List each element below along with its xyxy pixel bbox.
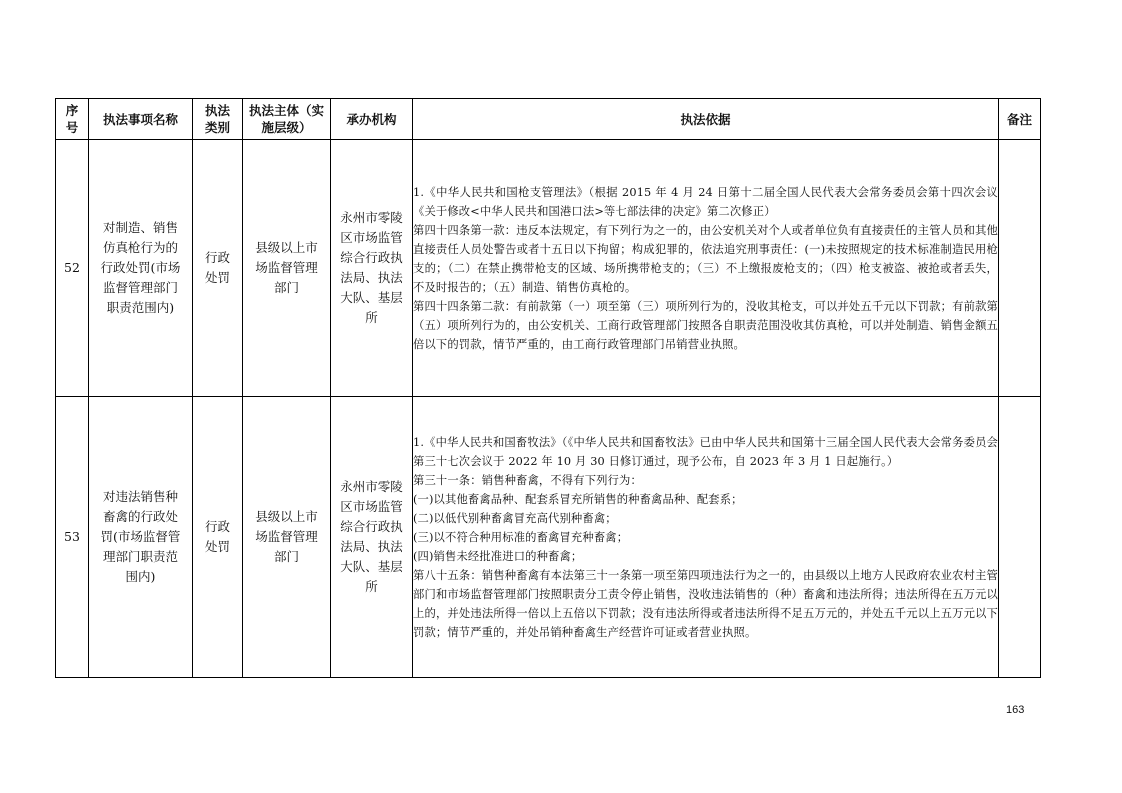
basis-paragraph: 1.《中华人民共和国枪支管理法》（根据 2015 年 4 月 24 日第十二届全国人民代表大会常务委员会第十四次会议《关于修改<中华人民共和国港口法>等七部法律的决定》第二次修正） — [413, 185, 998, 218]
header-remark: 备注 — [999, 99, 1041, 140]
basis-paragraph: 1.《中华人民共和国畜牧法》（《中华人民共和国畜牧法》已由中华人民共和国第十三届全国人民代表大会常务委员会第三十七次会议于 2022 年 10 月 30 日修订通过，现予公布，自 2023 年 3 月 1 日起施行。） — [413, 435, 998, 468]
row-item-name: 对违法销售种畜禽的行政处罚(市场监督管理部门职责范围内) — [89, 397, 193, 678]
enforcement-table — [55, 98, 1041, 678]
row-agency: 永州市零陵区市场监管综合行政执法局、执法大队、基层所 — [331, 397, 413, 678]
row-basis — [413, 397, 999, 678]
header-name: 执法事项名称 — [89, 99, 193, 140]
basis-paragraph: 第八十五条：销售种畜禽有本法第三十一条第一项至第四项违法行为之一的，由县级以上地方人民政府农业农村主管部门和市场监督管理部门按照职责分工责令停止销售，没收违法销售的（种）畜禽和违法所得；违法所得在五万元以上的，并处违法所得一倍以上五倍以下罚款；没有违法所得或者违法所得不足五万元的，并处五千元以上五万元以下罚款；情节严重的，并处吊销种畜禽生产经营许可证或者营业执照。 — [413, 568, 998, 639]
page-number: 163 — [1006, 704, 1025, 716]
header-category: 执法类别 — [193, 99, 243, 140]
basis-paragraph: 第四十四条第一款：违反本法规定，有下列行为之一的，由公安机关对个人或者单位负有直接责任的主管人员和其他直接责任人员处警告或者十五日以下拘留；构成犯罪的，依法追究刑事责任：(一)未按照规定的技术标准制造民用枪支的；（二）在禁止携带枪支的区域、场所携带枪支的；（三）不上缴报废枪支的；（四）枪支被盗、被抢或者丢失，不及时报告的；（五）制造、销售仿真枪的。 — [413, 223, 998, 294]
header-basis: 执法依据 — [413, 99, 999, 140]
header-seq: 序号 — [56, 99, 89, 140]
row-remark — [999, 140, 1041, 397]
row-category: 行政处罚 — [193, 140, 243, 397]
row-basis — [413, 140, 999, 397]
row-remark — [999, 397, 1041, 678]
table-row — [56, 140, 1041, 397]
row-category: 行政处罚 — [193, 397, 243, 678]
table-row — [56, 397, 1041, 678]
basis-paragraph: (二)以低代别种畜禽冒充高代别种畜禽； — [413, 511, 617, 525]
row-seq: 52 — [56, 140, 89, 397]
header-subject: 执法主体（实施层级） — [243, 99, 331, 140]
basis-paragraph: (四)销售未经批准进口的种畜禽； — [413, 549, 583, 563]
row-subject: 县级以上市场监督管理部门 — [243, 140, 331, 397]
header-agency: 承办机构 — [331, 99, 413, 140]
row-subject: 县级以上市场监督管理部门 — [243, 397, 331, 678]
header-row — [56, 99, 1041, 140]
basis-paragraph: 第四十四条第二款：有前款第（一）项至第（三）项所列行为的，没收其枪支，可以并处五千元以下罚款；有前款第（五）项所列行为的，由公安机关、工商行政管理部门按照各自职责范围没收其仿真枪，可以并处制造、销售金额五倍以下的罚款，情节严重的，由工商行政管理部门吊销营业执照。 — [413, 299, 998, 351]
row-agency: 永州市零陵区市场监管综合行政执法局、执法大队、基层所 — [331, 140, 413, 397]
row-item-name: 对制造、销售仿真枪行为的行政处罚(市场监督管理部门职责范围内) — [89, 140, 193, 397]
basis-paragraph: (一)以其他畜禽品种、配套系冒充所销售的种畜禽品种、配套系； — [413, 492, 743, 506]
row-seq: 53 — [56, 397, 89, 678]
basis-paragraph: (三)以不符合种用标准的畜禽冒充种畜禽； — [413, 530, 629, 544]
basis-paragraph: 第三十一条：销售种畜禽，不得有下列行为： — [413, 473, 642, 487]
